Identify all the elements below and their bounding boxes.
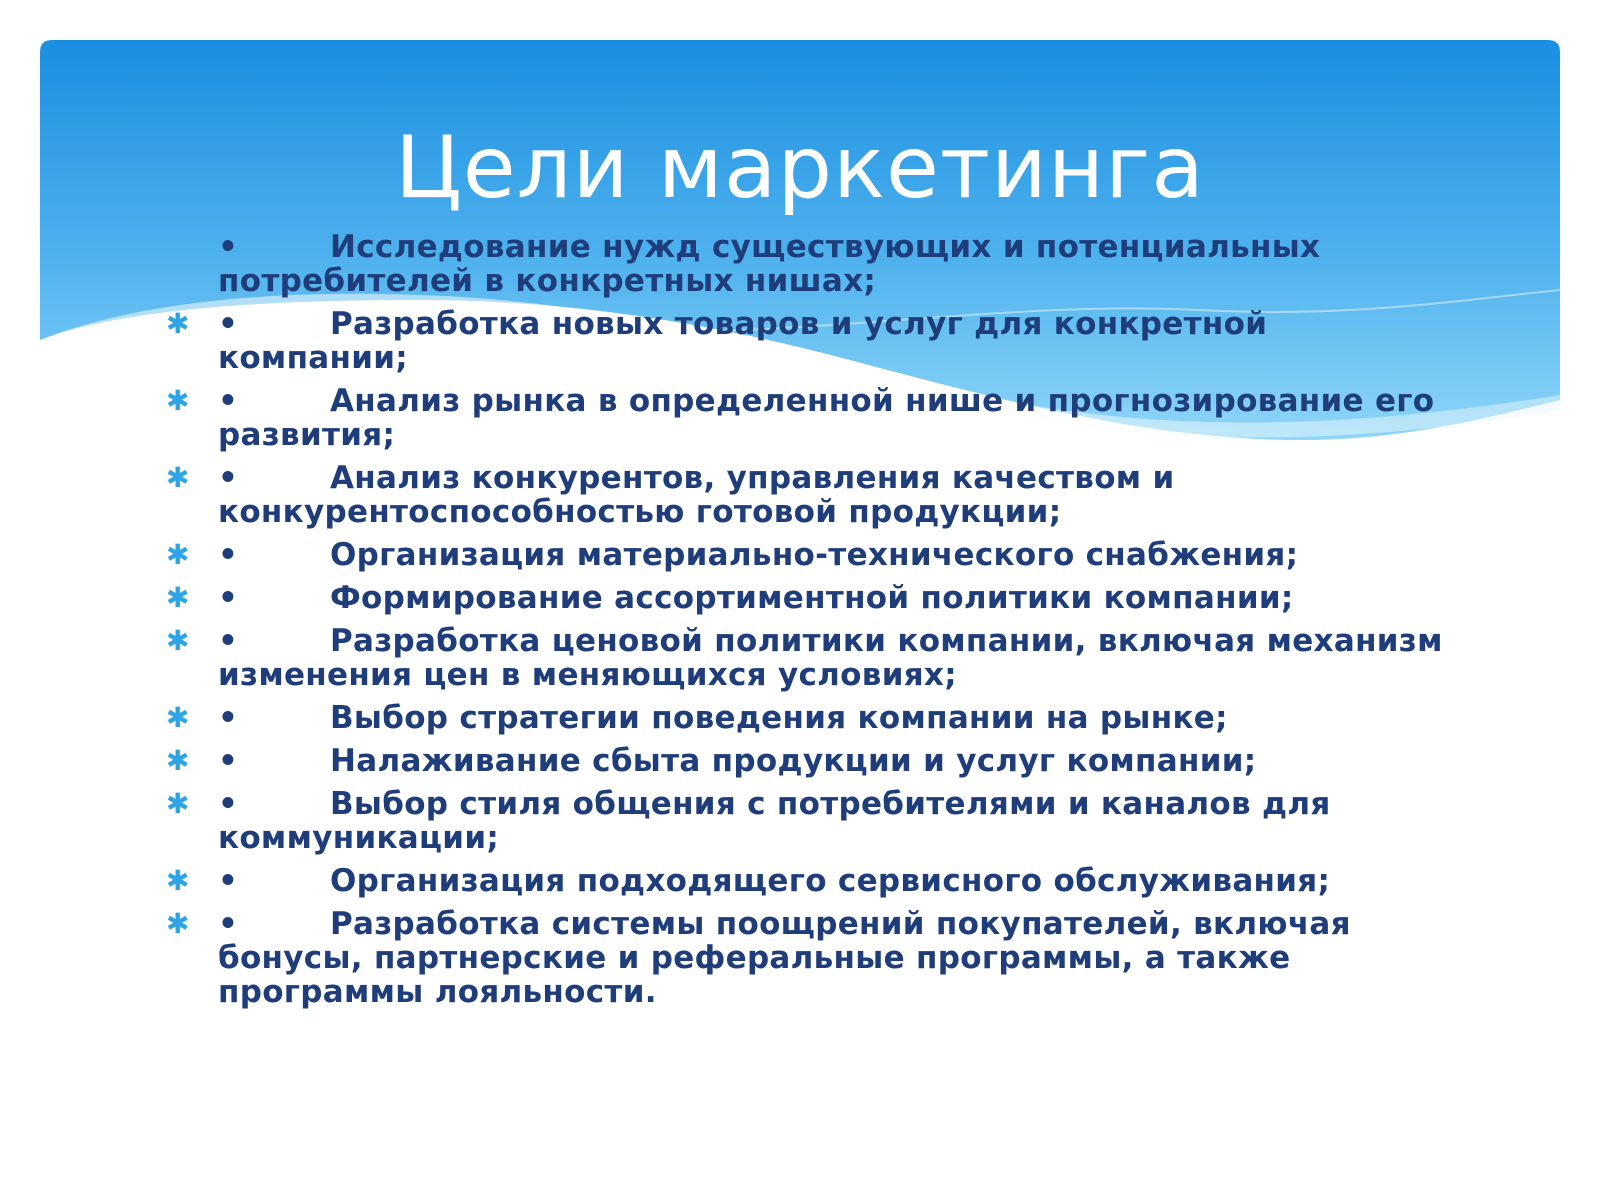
slide-title: Цели маркетинга (395, 118, 1205, 218)
asterisk-icon: ✱ (166, 744, 190, 777)
asterisk-icon: ✱ (166, 624, 190, 657)
goal-bullet: • (218, 863, 239, 899)
goal-bullet: • (218, 786, 239, 822)
asterisk-icon: ✱ (166, 701, 190, 734)
asterisk-icon: ✱ (166, 538, 190, 571)
goal-item (0, 787, 1600, 855)
goal-bullet: • (218, 460, 239, 496)
goal-text: Разработка новых товаров и услуг для конкретной компании; (218, 306, 1279, 376)
goal-item (0, 384, 1600, 452)
goal-bullet: • (218, 906, 239, 942)
goal-item (0, 907, 1600, 1009)
asterisk-icon: ✱ (166, 581, 190, 614)
goal-text: Анализ конкурентов, управления качеством и конкурентоспособностью готовой продукции; (218, 460, 1186, 530)
goal-bullet: • (218, 229, 239, 265)
goals-list (0, 230, 1600, 1018)
goal-item (0, 307, 1600, 375)
goal-item (0, 230, 1600, 298)
goal-bullet: • (218, 306, 239, 342)
goal-text: Разработка системы поощрений покупателей, включая бонусы, партнерские и реферальные программы, а также программы лояльности. (218, 906, 1362, 1010)
goal-item (0, 864, 1600, 898)
goal-bullet: • (218, 537, 239, 573)
goal-bullet: • (218, 383, 239, 419)
goal-item (0, 581, 1600, 615)
asterisk-icon: ✱ (166, 461, 190, 494)
asterisk-icon: ✱ (166, 907, 190, 940)
goal-text: Формирование ассортиментной политики компании; (330, 580, 1294, 616)
asterisk-icon: ✱ (166, 864, 190, 897)
goal-bullet: • (218, 743, 239, 779)
asterisk-icon: ✱ (166, 787, 190, 820)
goal-text: Исследование нужд существующих и потенциальных потребителей в конкретных нишах; (218, 229, 1332, 299)
goal-item (0, 538, 1600, 572)
goal-item (0, 624, 1600, 692)
asterisk-icon: ✱ (166, 384, 190, 417)
goal-text: Выбор стиля общения с потребителями и каналов для коммуникации; (218, 786, 1342, 856)
goal-item (0, 701, 1600, 735)
goal-text: Выбор стратегии поведения компании на рынке; (330, 700, 1228, 736)
goal-bullet: • (218, 623, 239, 659)
goal-bullet: • (218, 580, 239, 616)
goal-item (0, 744, 1600, 778)
goal-bullet: • (218, 700, 239, 736)
goal-text: Организация материально-технического снабжения; (330, 537, 1299, 573)
goal-text: Разработка ценовой политики компании, включая механизм изменения цен в меняющихся условиях; (218, 623, 1454, 693)
goal-text: Налаживание сбыта продукции и услуг компании; (330, 743, 1257, 779)
goal-text: Организация подходящего сервисного обслуживания; (330, 863, 1331, 899)
asterisk-icon: ✱ (166, 307, 190, 340)
goal-item (0, 461, 1600, 529)
goal-text: Анализ рынка в определенной нише и прогнозирование его развития; (218, 383, 1446, 453)
